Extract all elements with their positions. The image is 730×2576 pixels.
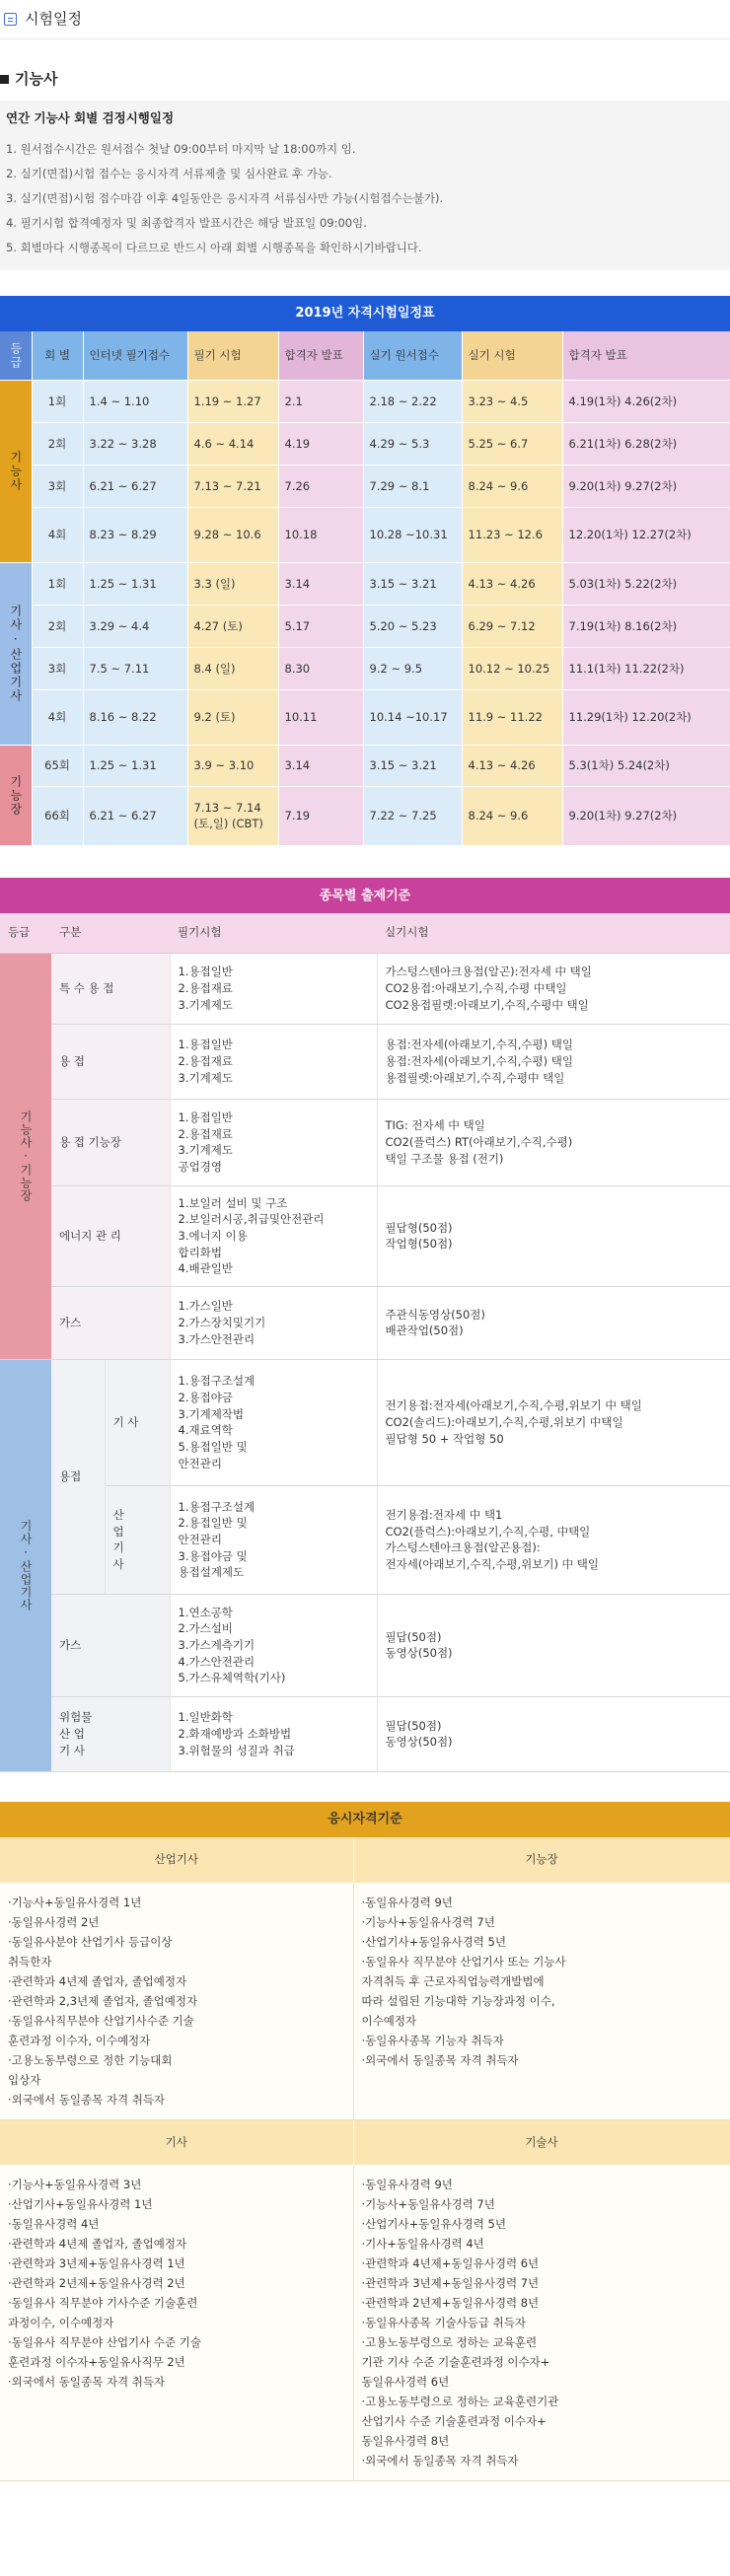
practical-cell: 필답형(50점) 작업형(50점): [377, 1185, 730, 1286]
grade-cell: [0, 746, 32, 846]
col-header: 필기시험: [170, 913, 377, 953]
table-row: [0, 1594, 730, 1696]
qualification-item: ·기능사+동일유사경력 7년: [361, 1914, 495, 1929]
table-row: [0, 465, 730, 508]
qualification-header-row: [0, 1837, 730, 1883]
schedule-cell: 8.30: [278, 648, 363, 690]
qualification-item: ·관련학과 2년제+동일유사경력 2년: [8, 2276, 185, 2291]
schedule-cell: 10.18: [278, 508, 363, 563]
written-cell: 1.용접일반 2.용접재료 3.기계제도: [170, 1024, 377, 1099]
notice-line: 2. 실기(면접)시험 접수는 응시자격 서류제출 및 심사완료 후 가능.: [6, 166, 332, 180]
category-cell: 위험물 산 업 기 사: [51, 1696, 170, 1771]
table-row: [0, 953, 730, 1024]
grade-cell: [0, 563, 32, 746]
qualification-item: ·관련학과 4년제 졸업자, 졸업예정자: [8, 1973, 187, 1988]
qualification-item: ·동일유사 직무분야 산업기사 수준 기술: [8, 2335, 202, 2350]
qualification-header-row: [0, 2119, 730, 2165]
table-row: [0, 1099, 730, 1185]
schedule-cell: 7.29 ~ 8.1: [363, 465, 462, 508]
qualification-item: 훈련과정 이수자+동일유사직무 2년: [8, 2355, 185, 2370]
qualification-item: 기관 기사 수준 기술훈련과정 이수자+: [361, 2355, 550, 2370]
practical-cell: 전기용접:전자세 中 택1 CO2(플럭스):아래보기,수직,수평, 中택일 가스텅스텐아크용접(알곤용접): 전자세(아래보기,수직,수평,위보기) 中 택일: [377, 1485, 730, 1594]
practical-cell: 용접:전자세(아래보기,수직,수평) 택일 용접:전자세(아래보기,수직,수평) 택일 용접필렛:아래보기,수직,수평中 택일: [377, 1024, 730, 1099]
round-cell: 3회: [32, 648, 83, 690]
category-cell: 특 수 용 접: [51, 953, 170, 1024]
qualification-item: ·동일유사경력 9년: [361, 1895, 453, 1909]
schedule-cell: 10.12 ~ 10.25: [462, 648, 562, 690]
table-row: [0, 508, 730, 563]
col-header: 구분: [51, 913, 170, 953]
practical-cell: 필답(50점) 동영상(50점): [377, 1696, 730, 1771]
col-header: 실기 원서접수: [363, 331, 462, 381]
category-cell: 용접: [51, 1359, 105, 1594]
table-row: [0, 1286, 730, 1359]
schedule-cell: 12.20(1차) 12.27(2차): [562, 508, 730, 563]
table-row: [0, 1359, 730, 1485]
schedule-body: [0, 381, 730, 846]
standards-title: 종목별 출제기준: [0, 878, 730, 913]
written-cell: 1.용접구조설계 2.용접야금 3.기계제작법 4.재료역학 5.용접일반 및 안전관리: [170, 1359, 377, 1485]
schedule-cell: 4.13 ~ 4.26: [462, 746, 562, 787]
notice-line: 4. 필기시험 합격예정자 및 최종합격자 발표시간은 해당 발표일 09:00임.: [6, 215, 367, 230]
written-cell: 1.보일러 설비 및 구조 2.보일러시공,취급및안전관리 3.에너지 이용 합리화법 4.배관일반: [170, 1185, 377, 1286]
page-header: [0, 0, 730, 39]
subcategory-cell: 산 업 기 사: [105, 1485, 170, 1594]
schedule-cell: 7.26: [278, 465, 363, 508]
practical-cell: 주관식동영상(50점) 배관작업(50점): [377, 1286, 730, 1359]
qualification-item: ·기능사+동일유사경력 7년: [361, 2197, 495, 2212]
col-header: [0, 331, 32, 381]
round-cell: 1회: [32, 563, 83, 606]
qualification-title: 응시자격기준: [0, 1802, 730, 1837]
category-cell: 에너지 관 리: [51, 1185, 170, 1286]
schedule-cell: 8.23 ~ 8.29: [83, 508, 187, 563]
table-row: [0, 648, 730, 690]
schedule-cell: 8.24 ~ 9.6: [462, 465, 562, 508]
schedule-cell: 3.14: [278, 563, 363, 606]
schedule-cell: 2.18 ~ 2.22: [363, 381, 462, 423]
schedule-cell: 4.19: [278, 423, 363, 465]
schedule-cell: 9.2 ~ 9.5: [363, 648, 462, 690]
qualification-item: 자격취득 후 근로자직업능력개발법에: [361, 1973, 545, 1988]
schedule-cell: 7.13 ~ 7.14 (토,일) (CBT): [187, 787, 278, 846]
schedule-cell: 1.25 ~ 1.31: [83, 563, 187, 606]
square-bullet-icon: [0, 75, 9, 84]
notice-line: 5. 회별마다 시행종목이 다르므로 반드시 아래 회별 시행종목을 확인하시기바랍니다.: [6, 240, 422, 254]
schedule-title: 2019년 자격시험일정표: [0, 296, 730, 331]
written-cell: 1.가스일반 2.가스장치및기기 3.가스안전관리: [170, 1286, 377, 1359]
schedule-cell: 4.13 ~ 4.26: [462, 563, 562, 606]
notice-title: 연간 기능사 회별 검정시행일정: [6, 110, 175, 125]
table-row: [0, 746, 730, 787]
qualification-table: [0, 1837, 730, 2482]
qualification-item: ·외국에서 동일종목 자격 취득자: [8, 2092, 166, 2107]
table-row: [0, 1024, 730, 1099]
col-header: 회 별: [32, 331, 83, 381]
col-header: 필기 시험: [187, 331, 278, 381]
qualification-item: 따라 설립된 기능대학 기능장과정 이수,: [361, 1993, 555, 2008]
grade-label: 기사·산업기사: [8, 605, 23, 704]
qualification-item: 산업기사 수준 기술훈련과정 이수자+: [361, 2414, 547, 2429]
qualification-cell-sanup: [0, 1883, 353, 2120]
schedule-cell: 10.11: [278, 690, 363, 746]
round-cell: 3회: [32, 465, 83, 508]
schedule-cell: 3.29 ~ 4.4: [83, 606, 187, 648]
practical-cell: TIG: 전자세 中 택일 CO2(플럭스) RT(아래보기,수직,수평) 택일 구조물 용접 (전기): [377, 1099, 730, 1185]
qualification-section: [0, 1802, 730, 2482]
qualification-cell-gisul: [353, 2165, 730, 2481]
schedule-cell: 8.16 ~ 8.22: [83, 690, 187, 746]
round-cell: 65회: [32, 746, 83, 787]
grade-cell: [0, 953, 51, 1359]
table-row: [0, 1696, 730, 1771]
round-cell: 1회: [32, 381, 83, 423]
schedule-cell: 8.4 (일): [187, 648, 278, 690]
qualification-item: 이수예정자: [361, 2013, 417, 2028]
grade-label: 기능사·기능장: [19, 1109, 34, 1202]
col-header: 합격자 발표: [278, 331, 363, 381]
qualification-item: 과정이수, 이수예정자: [8, 2316, 114, 2330]
qualification-item: ·산업기사+동일유사경력 5년: [361, 2217, 506, 2232]
schedule-cell: 4.29 ~ 5.3: [363, 423, 462, 465]
schedule-cell: 10.28 ~10.31: [363, 508, 462, 563]
section-title-text: 기능사: [15, 69, 58, 88]
qualification-item: ·고용노동부령으로 정한 기능대회: [8, 2052, 173, 2067]
practical-cell: 필답(50점) 동영상(50점): [377, 1594, 730, 1696]
category-cell: 가스: [51, 1286, 170, 1359]
schedule-header-row: [0, 331, 730, 381]
schedule-cell: 5.03(1차) 5.22(2차): [562, 563, 730, 606]
table-row: [0, 1485, 730, 1594]
col-header: 합격자 발표: [562, 331, 730, 381]
schedule-cell: 4.19(1차) 4.26(2차): [562, 381, 730, 423]
qualification-item: ·외국에서 동일종목 자격 취득자: [361, 2052, 519, 2067]
col-header: 등급: [0, 913, 51, 953]
schedule-cell: 5.3(1차) 5.24(2차): [562, 746, 730, 787]
table-row: [0, 1185, 730, 1286]
written-cell: 1.용접일반 2.용접재료 3.기계제도 공업경영: [170, 1099, 377, 1185]
schedule-cell: 11.9 ~ 11.22: [462, 690, 562, 746]
schedule-cell: 5.20 ~ 5.23: [363, 606, 462, 648]
grade-cell: [0, 1359, 51, 1771]
practical-cell: 가스텅스텐아크용접(알곤):전자세 中 택일 CO2용접:아래보기,수직,수평 中택일 CO2용접필렛:아래보기,수직,수평中 택일: [377, 953, 730, 1024]
grade-label: 기사·산업기사: [19, 1519, 34, 1611]
qualification-item: ·동일유사종목 기능자 취득자: [361, 2033, 504, 2047]
grade-label: 기능사: [8, 451, 23, 493]
schedule-cell: 3.23 ~ 4.5: [462, 381, 562, 423]
schedule-cell: 5.25 ~ 6.7: [462, 423, 562, 465]
schedule-cell: 6.21(1차) 6.28(2차): [562, 423, 730, 465]
qualification-item: ·관련학과 2,3년제 졸업자, 졸업예정자: [8, 1993, 198, 2008]
qualification-item: ·관련학과 4년제 졸업자, 졸업예정자: [8, 2237, 187, 2252]
table-row: [0, 787, 730, 846]
schedule-cell: 3.15 ~ 3.21: [363, 563, 462, 606]
qualification-row: [0, 1883, 730, 2120]
round-cell: 66회: [32, 787, 83, 846]
notice-box: [0, 101, 730, 270]
qualification-item: ·산업기사+동일유사경력 5년: [361, 1934, 506, 1949]
qualification-item: ·기능사+동일유사경력 3년: [8, 2178, 142, 2192]
standards-section: [0, 878, 730, 1772]
col-header-text: 등급: [8, 341, 23, 370]
table-row: [0, 423, 730, 465]
table-row: [0, 563, 730, 606]
schedule-cell: 5.17: [278, 606, 363, 648]
schedule-cell: 3.3 (일): [187, 563, 278, 606]
subcategory-cell: 기 사: [105, 1359, 170, 1485]
schedule-cell: 11.1(1차) 11.22(2차): [562, 648, 730, 690]
schedule-cell: 7.13 ~ 7.21: [187, 465, 278, 508]
category-cell: 가스: [51, 1594, 170, 1696]
qualification-item: ·기능사+동일유사경력 1년: [8, 1895, 142, 1909]
schedule-cell: 7.5 ~ 7.11: [83, 648, 187, 690]
col-header: 실기 시험: [462, 331, 562, 381]
qualification-item: ·동일유사종목 기술사등급 취득자: [361, 2316, 526, 2330]
schedule-cell: 9.20(1차) 9.27(2차): [562, 465, 730, 508]
written-cell: 1.용접일반 2.용접재료 3.기계제도: [170, 953, 377, 1024]
schedule-cell: 9.20(1차) 9.27(2차): [562, 787, 730, 846]
schedule-cell: 11.29(1차) 12.20(2차): [562, 690, 730, 746]
col-header: 산업기사: [0, 1837, 353, 1883]
qualification-item: ·동일유사경력 9년: [361, 2178, 453, 2192]
table-row: [0, 381, 730, 423]
col-header: 실기시험: [377, 913, 730, 953]
schedule-cell: 3.15 ~ 3.21: [363, 746, 462, 787]
schedule-cell: 9.2 (토): [187, 690, 278, 746]
grade-cell: [0, 381, 32, 563]
schedule-cell: 4.6 ~ 4.14: [187, 423, 278, 465]
qualification-item: 동일유사경력 6년: [361, 2375, 450, 2390]
schedule-cell: 4.27 (토): [187, 606, 278, 648]
document-icon: [4, 13, 17, 26]
schedule-cell: 6.21 ~ 6.27: [83, 465, 187, 508]
schedule-cell: 9.28 ~ 10.6: [187, 508, 278, 563]
schedule-cell: 3.9 ~ 3.10: [187, 746, 278, 787]
qualification-item: ·관련학과 4년제+동일유사경력 6년: [361, 2256, 540, 2271]
qualification-item: ·고용노동부령으로 정하는 교육훈련: [361, 2335, 538, 2350]
round-cell: 2회: [32, 423, 83, 465]
qualification-item: ·관련학과 2년제+동일유사경력 8년: [361, 2296, 540, 2311]
schedule-cell: 8.24 ~ 9.6: [462, 787, 562, 846]
grade-label: 기능장: [8, 774, 23, 817]
qualification-item: ·동일유사분야 산업기사 등급이상: [8, 1934, 173, 1949]
table-row: [0, 606, 730, 648]
qualification-row: [0, 2165, 730, 2481]
round-cell: 4회: [32, 690, 83, 746]
schedule-cell: 7.19: [278, 787, 363, 846]
schedule-table: [0, 331, 730, 847]
schedule-cell: 6.21 ~ 6.27: [83, 787, 187, 846]
round-cell: 4회: [32, 508, 83, 563]
schedule-cell: 11.23 ~ 12.6: [462, 508, 562, 563]
qualification-item: 취득한자: [8, 1954, 52, 1968]
table-row: [0, 690, 730, 746]
qualification-item: ·관련학과 3년제+동일유사경력 7년: [361, 2276, 540, 2291]
schedule-cell: 1.4 ~ 1.10: [83, 381, 187, 423]
qualification-item: 입상자: [8, 2072, 41, 2087]
standards-table: [0, 913, 730, 1772]
schedule-cell: 1.25 ~ 1.31: [83, 746, 187, 787]
qualification-item: 동일유사경력 8년: [361, 2434, 450, 2449]
qualification-item: ·동일유사 직무분야 기사수준 기술훈련: [8, 2296, 198, 2311]
qualification-item: ·산업기사+동일유사경력 1년: [8, 2197, 153, 2212]
col-header: 기사: [0, 2119, 353, 2165]
qualification-item: ·동일유사직무분야 산업기사수준 기술: [8, 2013, 194, 2028]
qualification-item: 훈련과정 이수자, 이수예정자: [8, 2033, 151, 2047]
written-cell: 1.용접구조설계 2.용접일반 및 안전관리 3.용접야금 및 용접설계제도: [170, 1485, 377, 1594]
schedule-cell: 3.22 ~ 3.28: [83, 423, 187, 465]
qualification-cell-gisa: [0, 2165, 353, 2481]
col-header: 기능장: [353, 1837, 730, 1883]
qualification-item: ·동일유사경력 2년: [8, 1914, 100, 1929]
schedule-cell: 3.14: [278, 746, 363, 787]
qualification-item: ·동일유사경력 4년: [8, 2217, 100, 2232]
schedule-cell: 7.22 ~ 7.25: [363, 787, 462, 846]
qualification-item: ·외국에서 동일종목 자격 취득자: [8, 2375, 166, 2390]
round-cell: 2회: [32, 606, 83, 648]
page-title: 시험일정: [25, 10, 82, 29]
written-cell: 1.연소공학 2.가스설비 3.가스계측기기 4.가스안전관리 5.가스유체역학(기사): [170, 1594, 377, 1696]
category-cell: 용 접: [51, 1024, 170, 1099]
notice-line: 1. 원서접수시간은 원서접수 첫날 09:00부터 마지막 날 18:00까지 임.: [6, 141, 356, 156]
qualification-item: ·기사+동일유사경력 4년: [361, 2237, 484, 2252]
schedule-section: [0, 296, 730, 847]
col-header: 기술사: [353, 2119, 730, 2165]
qualification-item: ·고용노동부령으로 정하는 교육훈련기관: [361, 2395, 559, 2409]
qualification-item: ·관련학과 3년제+동일유사경력 1년: [8, 2256, 185, 2271]
notice-line: 3. 실기(면접)시험 접수마감 이후 4일동안은 응시자격 서류심사만 가능(시험접수는불가).: [6, 190, 444, 205]
section-title: [0, 67, 730, 91]
standards-header-row: [0, 913, 730, 953]
qualification-item: ·외국에서 동일종목 자격 취득자: [361, 2454, 519, 2469]
schedule-cell: 7.19(1차) 8.16(2차): [562, 606, 730, 648]
qualification-cell-gineung: [353, 1883, 730, 2120]
schedule-cell: 2.1: [278, 381, 363, 423]
schedule-cell: 1.19 ~ 1.27: [187, 381, 278, 423]
written-cell: 1.일반화학 2.화재예방과 소화방법 3.위험물의 성질과 취급: [170, 1696, 377, 1771]
category-cell: 용 접 기능장: [51, 1099, 170, 1185]
schedule-cell: 6.29 ~ 7.12: [462, 606, 562, 648]
col-header: 인터넷 필기접수: [83, 331, 187, 381]
practical-cell: 전기용접:전자세(아래보기,수직,수평,위보기 中 택일 CO2(솔리드):아래보기,수직,수평,위보기 中택일 필답형 50 + 작업형 50: [377, 1359, 730, 1485]
schedule-cell: 10.14 ~10.17: [363, 690, 462, 746]
qualification-item: ·동일유사 직무분야 산업기사 또는 기능사: [361, 1954, 566, 1968]
